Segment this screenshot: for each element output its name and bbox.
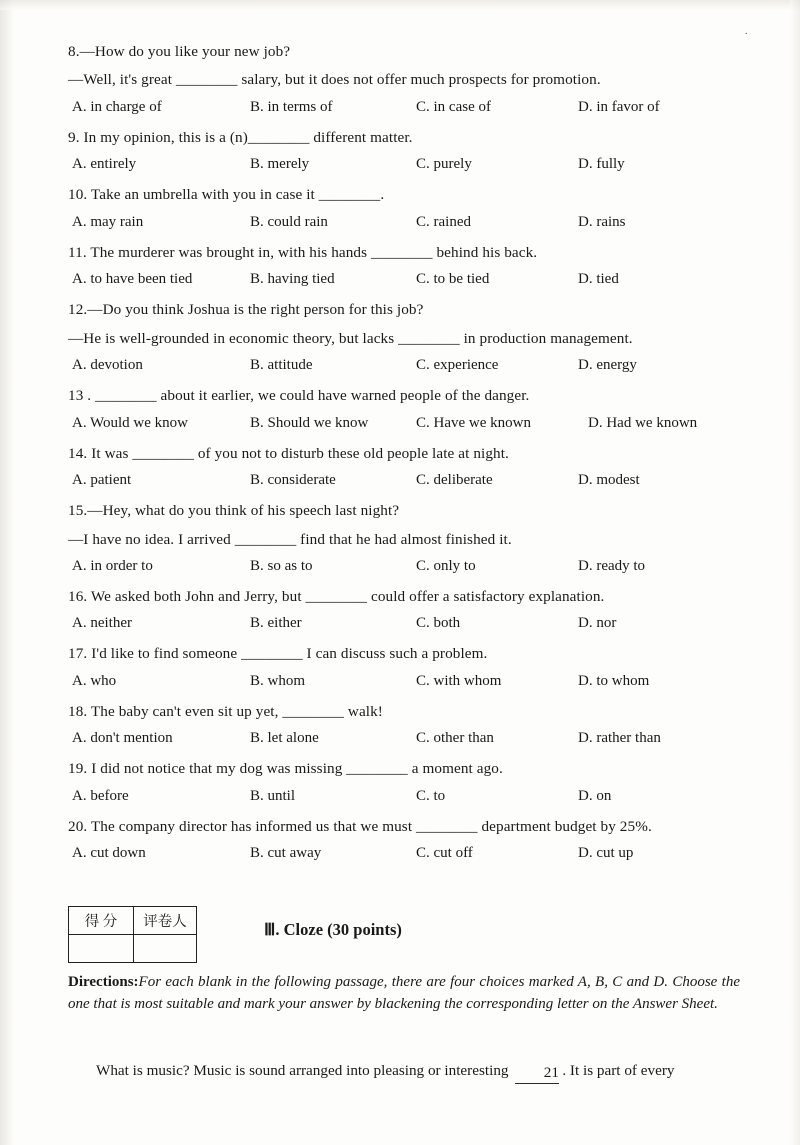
- question-number-and-stem: [68, 300, 740, 319]
- scan-edge-top: [0, 0, 800, 10]
- option-c[interactable]: C. to be tied: [416, 271, 490, 288]
- option-d[interactable]: D. rather than: [578, 730, 661, 747]
- option-b[interactable]: B. in terms of: [250, 98, 333, 115]
- option-b[interactable]: B. could rain: [250, 213, 328, 230]
- question-stem-line-2: —He is well-grounded in economic theory, but lacks ________ in production management.: [68, 329, 633, 347]
- option-a[interactable]: A. patient: [72, 472, 132, 489]
- question-number: 15.: [68, 502, 88, 520]
- option-d[interactable]: D. ready to: [578, 557, 646, 574]
- option-d[interactable]: D. nor: [578, 615, 617, 632]
- question-number-and-stem: [68, 444, 740, 463]
- score-value[interactable]: [69, 935, 134, 963]
- question-item: [68, 300, 740, 377]
- grading-table: [68, 906, 197, 963]
- question-item: [68, 817, 740, 865]
- question-stem-line: I did not notice that my dog was missing ________ a moment ago.: [91, 760, 503, 778]
- question-number-and-stem: [68, 243, 740, 262]
- question-number: 10.: [68, 186, 88, 204]
- question-item: [68, 501, 740, 578]
- question-stem-line: I'd like to find someone ________ I can discuss such a problem.: [91, 645, 488, 663]
- options-row: [68, 156, 740, 176]
- score-header: 得 分: [69, 907, 134, 935]
- option-a[interactable]: A. in order to: [72, 557, 153, 574]
- question-item: [68, 185, 740, 233]
- option-c[interactable]: C. in case of: [416, 98, 491, 115]
- passage-first-line: [68, 1060, 740, 1084]
- question-stem-line-2: —I have no idea. I arrived ________ find that he had almost finished it.: [68, 530, 512, 548]
- question-stem-line: It was ________ of you not to disturb these old people late at night.: [91, 444, 509, 462]
- options-row: [68, 730, 740, 750]
- option-a[interactable]: A. before: [72, 787, 129, 804]
- option-c[interactable]: C. experience: [416, 357, 499, 374]
- option-b[interactable]: B. considerate: [250, 472, 336, 489]
- question-number: 13 .: [68, 387, 92, 405]
- question-item: [68, 587, 740, 635]
- options-row: [68, 271, 740, 291]
- question-item: [68, 644, 740, 692]
- option-c[interactable]: C. deliberate: [416, 472, 493, 489]
- question-number: 11.: [68, 243, 87, 261]
- option-d[interactable]: D. fully: [578, 156, 625, 173]
- question-number: 16.: [68, 587, 88, 605]
- question-stem-line: The company director has informed us that we must ________ department budget by 25%.: [90, 817, 652, 835]
- option-a[interactable]: A. in charge of: [72, 98, 162, 115]
- question-stem-line: We asked both John and Jerry, but ________ could offer a satisfactory explanation.: [90, 587, 605, 605]
- option-a[interactable]: A. to have been tied: [72, 271, 193, 288]
- passage-text-before-blank: What is music? Music is sound arranged into pleasing or interesting: [96, 1062, 509, 1079]
- question-stem-line: Take an umbrella with you in case it ________.: [90, 186, 385, 204]
- marker-value[interactable]: [134, 935, 197, 963]
- question-number-and-stem: [68, 759, 740, 778]
- question-number-and-stem: [68, 128, 740, 147]
- section-label: Ⅲ. Cloze: [264, 920, 324, 939]
- option-b[interactable]: B. whom: [250, 672, 306, 689]
- option-d[interactable]: D. tied: [578, 271, 619, 288]
- question-number-and-stem: [68, 386, 740, 405]
- question-number: 19.: [68, 760, 88, 778]
- option-a[interactable]: A. may rain: [72, 213, 144, 230]
- option-c[interactable]: C. to: [416, 787, 446, 804]
- question-item: [68, 444, 740, 492]
- option-a[interactable]: A. who: [72, 672, 117, 689]
- scan-edge-right: [790, 0, 800, 1145]
- question-item: [68, 42, 740, 119]
- option-a[interactable]: A. cut down: [72, 845, 146, 862]
- option-b[interactable]: B. cut away: [250, 845, 322, 862]
- scan-edge-left: [0, 0, 14, 1145]
- option-d[interactable]: D. modest: [578, 472, 640, 489]
- question-item: [68, 386, 740, 434]
- table-row: [69, 907, 197, 935]
- question-stem-line: —Hey, what do you think of his speech last night?: [87, 502, 400, 520]
- question-stem-line: The baby can't even sit up yet, ________ walk!: [90, 702, 383, 720]
- option-d[interactable]: D. Had we known: [588, 414, 698, 431]
- option-d[interactable]: D. on: [578, 787, 612, 804]
- question-item: [68, 702, 740, 750]
- option-d[interactable]: D. cut up: [578, 845, 634, 862]
- question-number-and-stem: [68, 817, 740, 836]
- options-row: [68, 472, 740, 492]
- option-a[interactable]: A. don't mention: [72, 730, 173, 747]
- option-a[interactable]: A. neither: [72, 615, 132, 632]
- option-a[interactable]: A. Would we know: [72, 414, 189, 431]
- option-d[interactable]: D. in favor of: [578, 98, 660, 115]
- option-b[interactable]: B. Should we know: [250, 414, 369, 431]
- question-number: 18.: [68, 702, 88, 720]
- option-b[interactable]: B. until: [250, 787, 296, 804]
- option-c[interactable]: C. purely: [416, 156, 472, 173]
- question-number-and-stem: [68, 702, 740, 721]
- question-stem-line: The murderer was brought in, with his hands ________ behind his back.: [90, 243, 538, 261]
- question-item: [68, 243, 740, 291]
- question-number-and-stem: [68, 587, 740, 606]
- options-row: [68, 673, 740, 693]
- question-item: [68, 128, 740, 176]
- option-b[interactable]: B. let alone: [250, 730, 319, 747]
- directions-text: For each blank in the following passage, there are four choices marked A, B, C and D. Choose the one that is most suitable and mark your answer by blackening the corresponding letter on the Answer Sheet.: [68, 974, 740, 1012]
- section-heading: [264, 920, 402, 940]
- options-row: [68, 99, 740, 119]
- directions-block: [68, 972, 740, 1016]
- question-stem-line: In my opinion, this is a (n)________ different matter.: [83, 128, 413, 146]
- options-row: [68, 415, 740, 435]
- question-number: 12.: [68, 301, 88, 319]
- option-c[interactable]: C. Have we known: [416, 414, 531, 431]
- directions-title: Directions:: [68, 974, 139, 990]
- option-b[interactable]: B. either: [250, 615, 302, 632]
- cloze-blank-21[interactable]: 21: [515, 1062, 559, 1084]
- options-row: [68, 357, 740, 377]
- option-c[interactable]: C. only to: [416, 557, 476, 574]
- option-c[interactable]: C. cut off: [416, 845, 473, 862]
- option-c[interactable]: C. both: [416, 615, 461, 632]
- option-a[interactable]: A. devotion: [72, 357, 143, 374]
- options-row: [68, 558, 740, 578]
- table-row: [69, 935, 197, 963]
- question-number: 9.: [68, 128, 80, 146]
- question-number: 17.: [68, 645, 88, 663]
- option-c[interactable]: C. with whom: [416, 672, 502, 689]
- option-d[interactable]: D. energy: [578, 357, 637, 374]
- section-points: (30 points): [327, 920, 402, 939]
- question-stem-line: —Do you think Joshua is the right person for this job?: [87, 301, 424, 319]
- option-c[interactable]: C. rained: [416, 213, 471, 230]
- question-item: [68, 759, 740, 807]
- question-number: 20.: [68, 817, 88, 835]
- corner-mark: ·: [744, 28, 748, 40]
- grading-box-area: [68, 906, 740, 962]
- option-d[interactable]: D. to whom: [578, 672, 650, 689]
- option-b[interactable]: B. attitude: [250, 357, 313, 374]
- question-number-and-stem: [68, 501, 740, 520]
- question-number: 8.: [68, 43, 80, 60]
- passage-block: [68, 1060, 740, 1084]
- options-row: [68, 788, 740, 808]
- question-stem-line-2: —Well, it's great ________ salary, but it does not offer much prospects for promotion.: [68, 71, 601, 89]
- options-row: [68, 214, 740, 234]
- question-number-and-stem: [68, 644, 740, 663]
- option-c[interactable]: C. other than: [416, 730, 494, 747]
- options-row: [68, 615, 740, 635]
- question-stem-line: —How do you like your new job?: [79, 43, 291, 60]
- option-a[interactable]: A. entirely: [72, 156, 137, 173]
- marker-header: 评卷人: [134, 907, 197, 935]
- option-b[interactable]: B. having tied: [250, 271, 335, 288]
- question-number: 14.: [68, 444, 88, 462]
- option-b[interactable]: B. merely: [250, 156, 310, 173]
- passage-text-after-blank: . It is part of every: [562, 1062, 675, 1079]
- question-number-and-stem: [68, 42, 740, 61]
- questions-list: [68, 42, 740, 874]
- option-b[interactable]: B. so as to: [250, 557, 313, 574]
- option-d[interactable]: D. rains: [578, 213, 626, 230]
- options-row: [68, 845, 740, 865]
- question-stem-line: ________ about it earlier, we could have warned people of the danger.: [95, 387, 530, 405]
- question-number-and-stem: [68, 185, 740, 204]
